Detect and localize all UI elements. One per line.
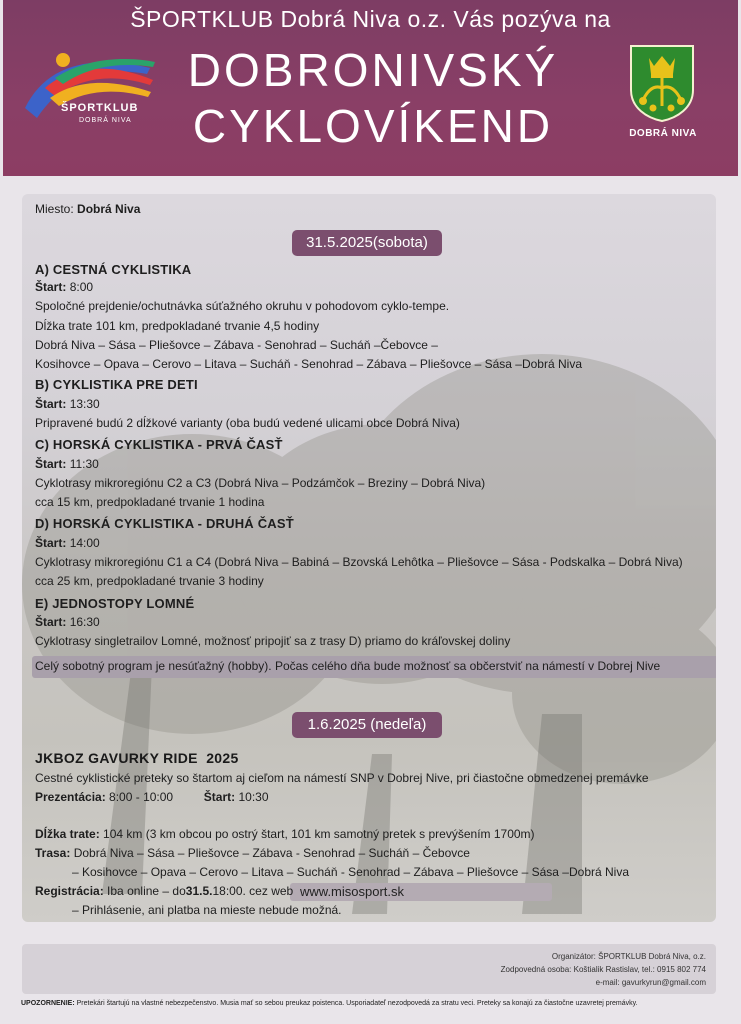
race-name: JKBOZ GAVURKY RIDE (35, 750, 198, 766)
place-value: Dobrá Niva (77, 202, 141, 216)
sunday-date: 1.6.2025 (307, 716, 367, 733)
race-year: 2025 (206, 750, 239, 766)
sunday-date-pill (292, 712, 442, 738)
length-value: 104 km (3 km obcou po ostrý štart, 101 km samotný pretek s prevýšením 1700m) (103, 827, 535, 841)
route-line1: Dobrá Niva – Sása – Pliešovce – Zábava - Senohrad – Sucháň – Čebovce (73, 846, 470, 860)
event-header (3, 0, 738, 176)
event-title-line1: DOBRONIVSKÝ (187, 44, 559, 96)
section-d-line: cca 25 km, predpokladané trvanie 3 hodiny (35, 574, 264, 588)
saturday-date-pill (292, 230, 442, 256)
start-label: Štart: (35, 615, 67, 629)
section-a-line: Dĺžka trate 101 km, predpokladané trvanie 4,5 hodiny (35, 319, 320, 333)
event-title-line2: CYKLOVÍKEND (192, 100, 554, 152)
start-label: Štart: (35, 536, 67, 550)
section-d-title: D) HORSKÁ CYKLISTIKA - DRUHÁ ČASŤ (35, 516, 294, 531)
coat-of-arms-icon (629, 44, 695, 122)
invite-line: ŠPORTKLUB Dobrá Niva o.z. Vás pozýva na (130, 6, 611, 32)
length-row (35, 827, 535, 842)
crest-label: DOBRÁ NIVA (629, 128, 697, 139)
registration-note: – Prihlásenie, ani platba na mieste nebude možná. (72, 903, 342, 917)
start-label: Štart: (35, 457, 67, 471)
section-b-title: B) CYKLISTIKA PRE DETI (35, 377, 198, 392)
route-line2: – Kosihovce – Opava – Cerovo – Litava – Sucháň - Senohrad – Zábava – Pliešovce – Sása –Dobrá Niva (72, 865, 629, 879)
start-time: 8:00 (69, 280, 94, 294)
sunday-day: (nedeľa) (370, 716, 427, 733)
organizer-panel (22, 944, 716, 994)
program-content (22, 194, 716, 922)
start-time: 16:30 (69, 615, 100, 629)
start-label: Štart: (35, 397, 67, 411)
registration-deadline: 31.5. (185, 884, 213, 898)
saturday-day: (sobota) (372, 234, 428, 251)
section-c-line: Cyklotrasy mikroregiónu C2 a C3 (Dobrá Niva – Podzámčok – Breziny – Dobrá Niva) (35, 476, 486, 490)
village-crest (629, 44, 695, 122)
warning-notice (21, 1000, 638, 1007)
section-b-line: Pripravené budú 2 dĺžkové varianty (oba budú vedené ulicami obce Dobrá Niva) (35, 416, 460, 430)
registration-label: Registrácia: (35, 884, 104, 898)
route-label: Trasa: (35, 846, 71, 860)
registration-website-link[interactable]: www.misosport.sk (290, 883, 552, 901)
race-start-label: Štart: (203, 790, 236, 804)
section-a-line: Spoločné prejdenie/ochutnávka súťažného okruhu v pohodovom cyklo-tempe. (35, 299, 450, 313)
section-a-title: A) CESTNÁ CYKLISTIKA (35, 262, 192, 277)
start-time: 14:00 (69, 536, 100, 550)
club-logo-subtext: DOBRÁ NIVA (79, 117, 132, 124)
presentation-time: 8:00 - 10:00 (109, 790, 174, 804)
section-c-title: C) HORSKÁ CYKLISTIKA - PRVÁ ČASŤ (35, 437, 283, 452)
race-title (35, 750, 239, 766)
race-start-time: 10:30 (238, 790, 269, 804)
sportklub-logo (15, 48, 155, 132)
section-a-line: Kosihovce – Opava – Cerovo – Litava – Sucháň - Senohrad – Zábava – Pliešovce – Sása –Dobrá Niva (35, 357, 582, 371)
responsible-person-line: Zodpovedná osoba: Koštialik Rastislav, tel.: 0915 802 774 (500, 965, 706, 974)
section-d-start (35, 536, 100, 551)
length-label: Dĺžka trate: (35, 827, 100, 841)
place-row (35, 202, 140, 217)
warning-text: Pretekári štartujú na vlastné nebezpečenstvo. Musia mať so sebou preukaz poistenca. Usporiadateľ nezodpovedá za stratu veci. Preteky sa konajú za čiastočne uzavretej premávky. (76, 1000, 638, 1007)
section-a-line: Dobrá Niva – Sása – Pliešovce – Zábava - Senohrad – Sucháň –Čebovce – (35, 338, 438, 352)
section-b-start (35, 397, 100, 412)
presentation-row (35, 790, 269, 805)
club-logo-text: ŠPORTKLUB (61, 102, 139, 114)
warning-label: UPOZORNENIE: (21, 1000, 75, 1007)
section-c-start (35, 457, 99, 472)
section-e-start (35, 615, 100, 630)
section-d-line: Cyklotrasy mikroregiónu C1 a C4 (Dobrá Niva – Babiná – Bzovská Lehôtka – Pliešovce – Sása - Podskalka – Dobrá Niva) (35, 555, 683, 569)
start-label: Štart: (35, 280, 67, 294)
organizer-line: Organizátor: ŠPORTKLUB Dobrá Niva, o.z. (551, 952, 706, 961)
registration-text-post: 18:00. cez web (212, 884, 294, 898)
start-time: 13:30 (69, 397, 100, 411)
race-description: Cestné cyklistické preteky so štartom aj cieľom na námestí SNP v Dobrej Nive, pri čiastočne obmedzenej premávke (35, 771, 649, 785)
registration-row (35, 884, 293, 899)
saturday-date: 31.5.2025 (306, 234, 373, 251)
route-row (35, 846, 470, 861)
organizer-email[interactable]: e-mail: gavurkyrun@gmail.com (595, 978, 706, 987)
section-c-line: cca 15 km, predpokladané trvanie 1 hodina (35, 495, 265, 509)
start-time: 11:30 (69, 457, 99, 471)
registration-text-pre: Iba online – do (107, 884, 186, 898)
section-e-line: Cyklotrasy singletrailov Lomné, možnosť pripojiť sa z trasy D) priamo do kráľovskej doliny (35, 634, 511, 648)
program-panel (22, 194, 716, 922)
section-a-start (35, 280, 93, 295)
place-label: Miesto: (35, 202, 74, 216)
saturday-note: Celý sobotný program je nesúťažný (hobby). Počas celého dňa bude možnosť sa občerstviť na námestí v Dobrej Nive (35, 659, 661, 673)
presentation-label: Prezentácia: (35, 790, 106, 804)
section-e-title: E) JEDNOSTOPY LOMNÉ (35, 596, 195, 611)
